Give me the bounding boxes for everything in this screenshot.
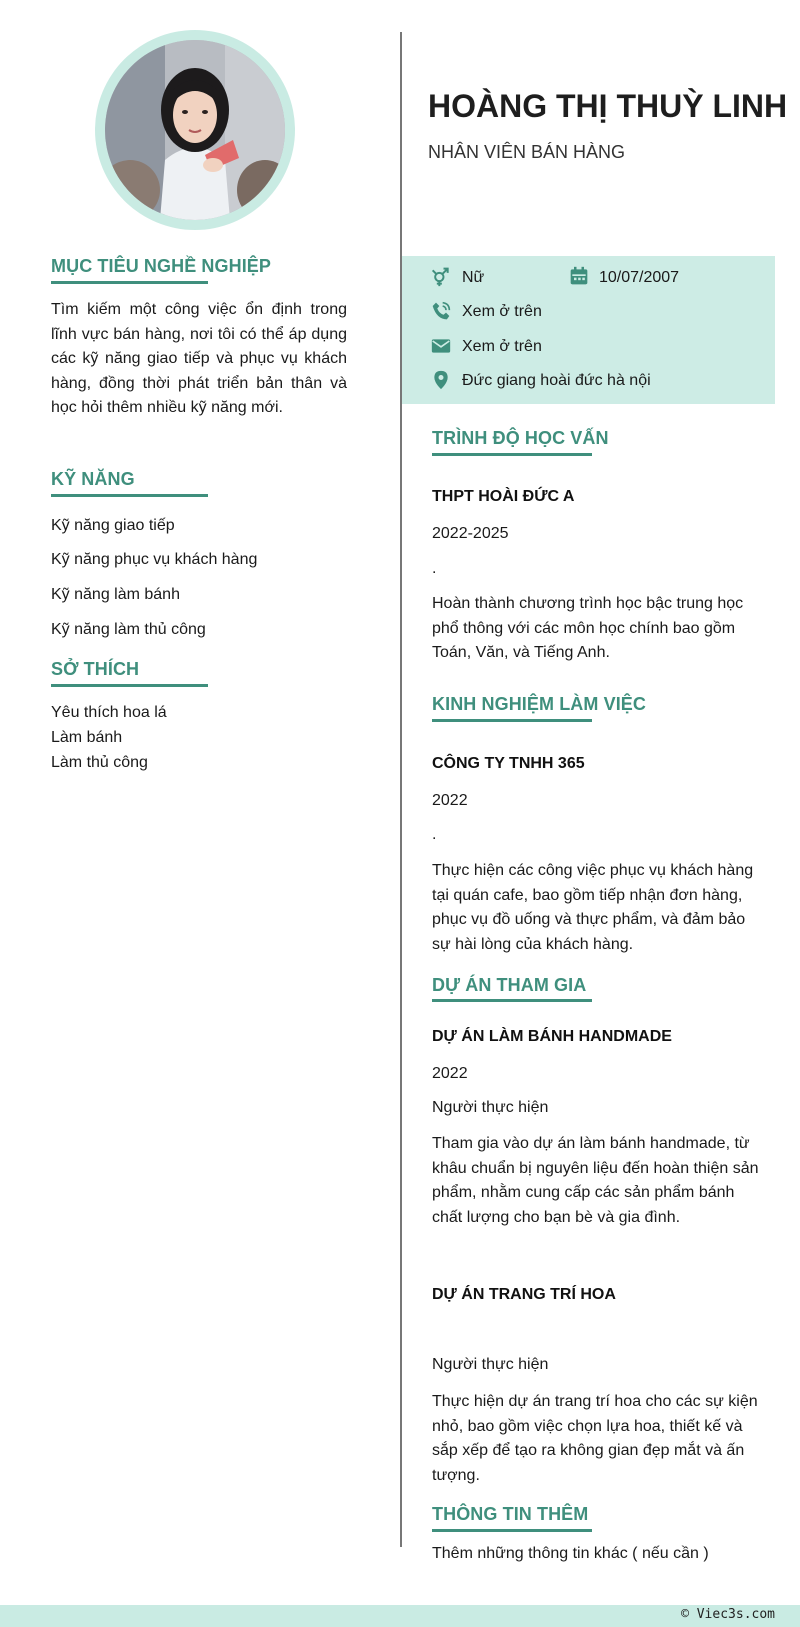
job-title: NHÂN VIÊN BÁN HÀNG — [428, 142, 626, 162]
experience-company: CÔNG TY TNHH 365 — [432, 755, 585, 772]
gender-value: Nữ — [462, 269, 485, 286]
address-value: Đức giang hoài đức hà nội — [462, 372, 651, 389]
avatar-image — [105, 40, 285, 220]
footer-copyright: © Viec3s.com — [681, 1607, 775, 1622]
hobbies-title: SỞ THÍCH — [51, 659, 140, 679]
skill-item: Kỹ năng phục vụ khách hàng — [51, 551, 258, 568]
experience-position: . — [432, 826, 437, 843]
candidate-name: HOÀNG THỊ THUỲ LINH — [428, 88, 788, 124]
experience-title: KINH NGHIỆM LÀM VIỆC — [432, 694, 647, 714]
project-description: Thực hiện dự án trang trí hoa cho các sự kiện nhỏ, bao gồm việc chọn lựa hoa, thiết kế và sắp xếp để tạo ra không gian đẹp mắt và ấn tượng. — [432, 1393, 758, 1484]
experience-underline — [432, 719, 592, 722]
education-school: THPT HOÀI ĐỨC A — [432, 488, 575, 505]
experience-description: Thực hiện các công việc phục vụ khách hàng tại quán cafe, bao gồm tiếp nhận đơn hàng, phục vụ đồ uống và thực phẩm, và đảm bảo sự hài lòng của khách hàng. — [432, 862, 754, 953]
education-major: . — [432, 560, 437, 577]
project-role: Người thực hiện — [432, 1099, 549, 1116]
project-period: 2022 — [432, 1065, 468, 1082]
project-description: Tham gia vào dự án làm bánh handmade, từ khâu chuẩn bị nguyên liệu đến hoàn thiện sản phẩm, nhằm cung cấp các sản phẩm bánh chất lượng cho bạn bè và gia đình. — [432, 1135, 759, 1226]
phone-value: Xem ở trên — [462, 303, 542, 320]
email-value: Xem ở trên — [462, 338, 542, 355]
objective-underline — [51, 281, 208, 284]
projects-title: DỰ ÁN THAM GIA — [432, 975, 587, 995]
hobby-item: Làm bánh — [51, 729, 123, 746]
project-role: Người thực hiện — [432, 1356, 549, 1373]
skills-title: KỸ NĂNG — [51, 469, 135, 489]
project-name: DỰ ÁN TRANG TRÍ HOA — [432, 1286, 616, 1303]
additional-underline — [432, 1529, 592, 1532]
skill-item: Kỹ năng làm thủ công — [51, 621, 206, 638]
education-description: Hoàn thành chương trình học bậc trung học phổ thông với các môn học chính bao gồm Toán, Văn, và Tiếng Anh. — [432, 595, 744, 661]
hobbies-underline — [51, 684, 208, 687]
projects-underline — [432, 999, 592, 1002]
skill-item: Kỹ năng giao tiếp — [51, 517, 175, 534]
project-name: DỰ ÁN LÀM BÁNH HANDMADE — [432, 1028, 672, 1045]
objective-text: Tìm kiếm một công việc ổn định trong lĩnh vực bán hàng, nơi tôi có thể áp dụng các kỹ năng giao tiếp và phục vụ khách hàng, đồng thời phát triển bản thân và học hỏi thêm nhiều kỹ năng mới. — [51, 301, 347, 416]
experience-period: 2022 — [432, 792, 468, 809]
education-title: TRÌNH ĐỘ HỌC VẤN — [432, 428, 609, 448]
dob-value: 10/07/2007 — [599, 269, 680, 286]
skills-underline — [51, 494, 208, 497]
education-underline — [432, 453, 592, 456]
phone-icon — [431, 301, 451, 321]
education-period: 2022-2025 — [432, 525, 509, 542]
objective-title: MỤC TIÊU NGHỀ NGHIỆP — [51, 256, 272, 276]
skill-item: Kỹ năng làm bánh — [51, 586, 180, 603]
hobby-item: Yêu thích hoa lá — [51, 704, 167, 721]
hobby-item: Làm thủ công — [51, 754, 148, 771]
additional-text: Thêm những thông tin khác ( nếu cần ) — [432, 1545, 709, 1562]
calendar-icon — [569, 266, 589, 286]
gender-icon — [431, 267, 451, 287]
avatar — [105, 40, 285, 220]
email-icon — [431, 336, 451, 356]
footer-bar — [0, 1605, 800, 1627]
location-icon — [431, 370, 451, 390]
additional-title: THÔNG TIN THÊM — [432, 1504, 589, 1524]
